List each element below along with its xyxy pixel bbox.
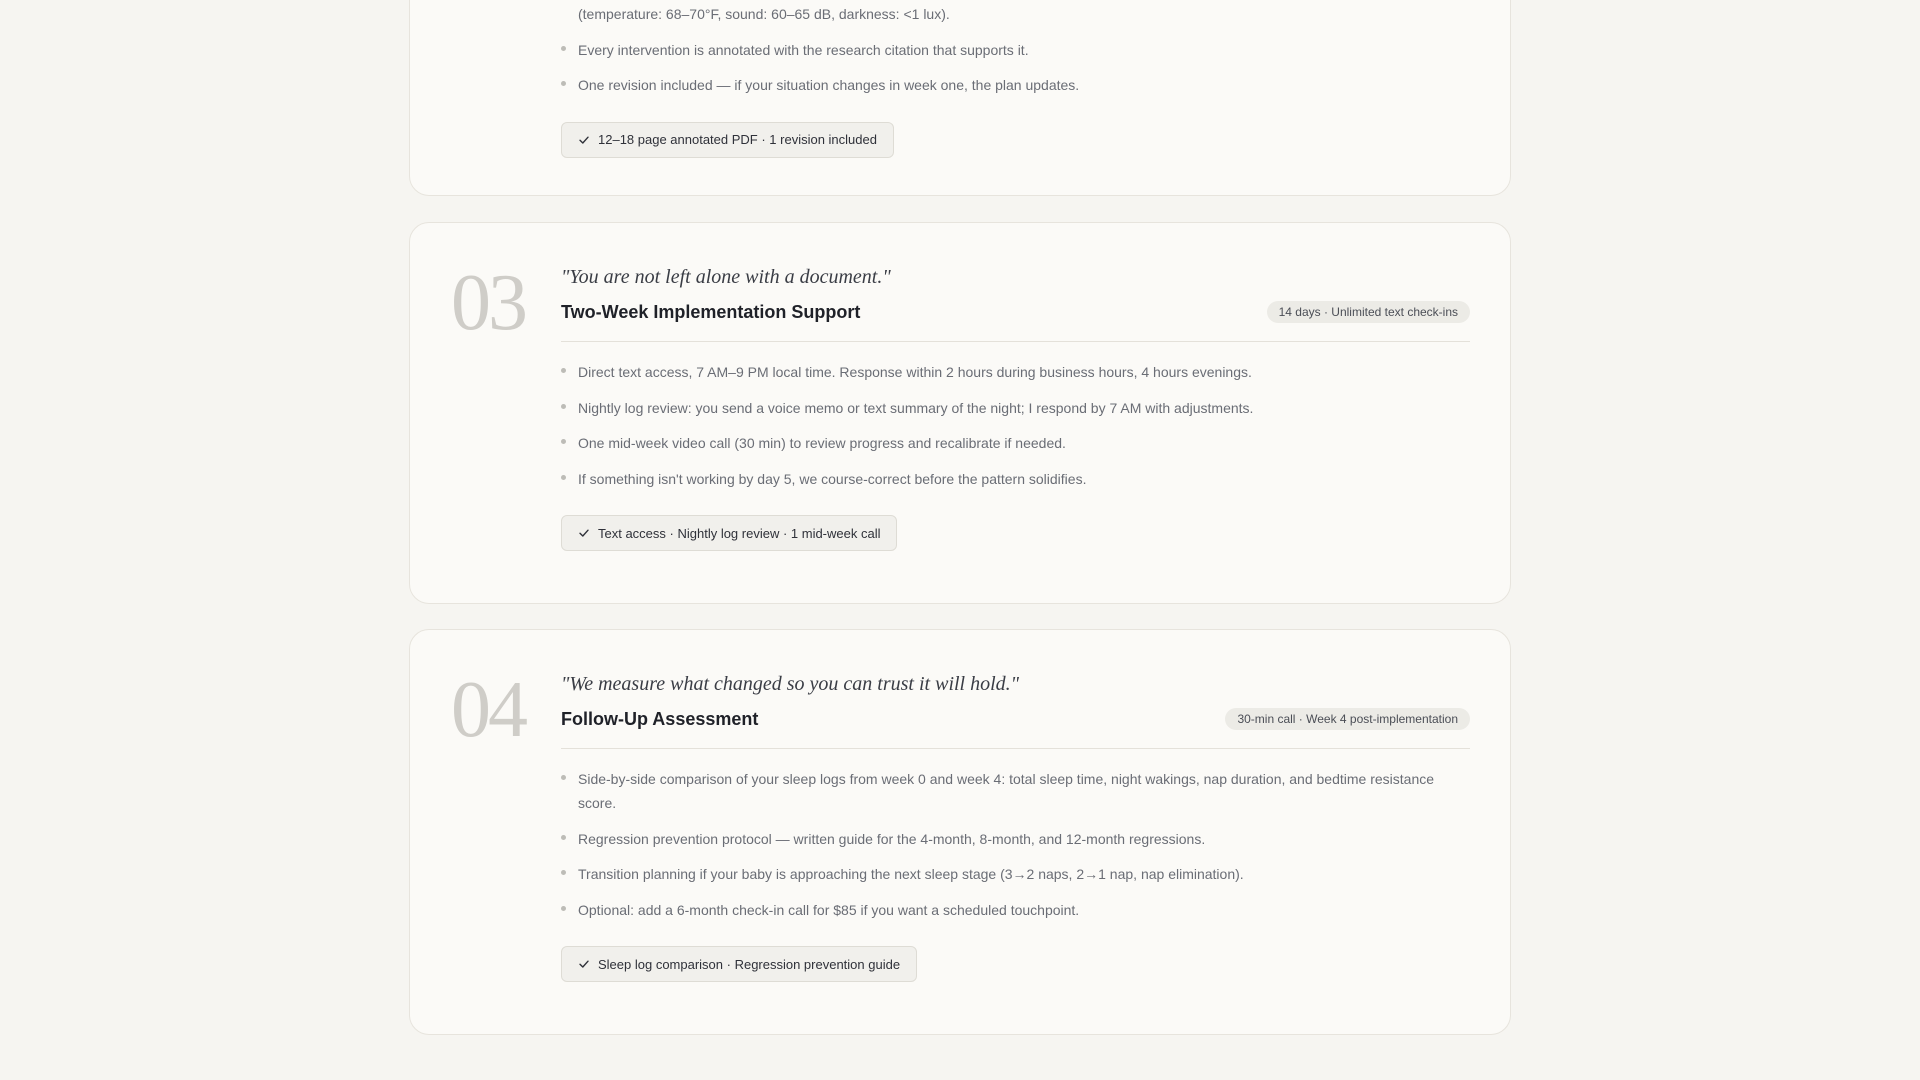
card-quote: "You are not left alone with a document.": [561, 266, 891, 288]
card-content: [561, 263, 1470, 551]
bullet-text: Transition planning if your baby is approaching the next sleep stage (3→2 naps, 2→1 nap, nap elimination).: [578, 866, 1244, 882]
bullet-dot: [561, 475, 566, 480]
list-item: [561, 767, 1470, 815]
step-number: 03: [451, 259, 525, 347]
list-item: [561, 467, 1470, 491]
service-card-02: [409, 0, 1511, 196]
card-content: [561, 1, 1470, 158]
bullet-continuation: (temperature: 68–70°F, sound: 60–65 dB, darkness: <1 lux).: [578, 6, 950, 22]
bullet-dot: [561, 46, 566, 51]
card-content: [561, 670, 1470, 982]
check-icon: [578, 958, 590, 970]
chip-label: 12–18 page annotated PDF · 1 revision included: [598, 132, 877, 147]
list-item: [561, 73, 1470, 97]
list-item: [561, 898, 1470, 922]
duration-badge: 30-min call · Week 4 post-implementation: [1225, 708, 1470, 730]
chip-label: Sleep log comparison · Regression prevention guide: [598, 956, 901, 972]
list-item: [561, 431, 1470, 455]
bullet-dot: [561, 835, 566, 840]
bullet-list: [561, 360, 1470, 491]
bullet-text: Nightly log review: you send a voice memo or text summary of the night; I respond by 7 AM with adjustments.: [578, 399, 1254, 416]
bullet-dot: [561, 775, 566, 780]
card-header: [561, 301, 1470, 342]
bullet-text: One mid-week video call (30 min) to review progress and recalibrate if needed.: [578, 435, 1066, 451]
list-item: [561, 827, 1470, 851]
list-item: [561, 38, 1470, 62]
chip-label: Text access · Nightly log review · 1 mid-week call: [598, 525, 881, 541]
card-header: [561, 708, 1470, 749]
deliverable-chip: [561, 946, 917, 982]
service-card-04: [409, 629, 1511, 1035]
bullet-dot: [561, 404, 566, 409]
bullet-text: Optional: add a 6-month check-in call for $85 if you want a scheduled touchpoint.: [578, 901, 1080, 918]
bullet-dot: [561, 906, 566, 911]
bullet-dot: [561, 870, 566, 875]
deliverable-chip: [561, 515, 897, 551]
service-card-03: [409, 222, 1511, 604]
bullet-list: [561, 38, 1470, 98]
bullet-text: Every intervention is annotated with the research citation that supports it.: [578, 41, 1029, 58]
bullet-dot: [561, 368, 566, 373]
card-title: Follow-Up Assessment: [561, 708, 759, 729]
bullet-dot: [561, 439, 566, 444]
card-quote: "We measure what changed so you can trust it will hold.": [561, 673, 1020, 695]
deliverable-chip: [561, 122, 894, 158]
bullet-text: One revision included — if your situation changes in week one, the plan updates.: [578, 77, 1080, 93]
step-number: 04: [451, 666, 525, 754]
duration-badge: 14 days · Unlimited text check-ins: [1267, 301, 1470, 323]
bullet-dot: [561, 81, 566, 86]
bullet-text: Side-by-side comparison of your sleep logs from week 0 and week 4: total sleep time, night wakings, nap duration, and bedtime resistance score.: [578, 771, 1435, 811]
card-title: Two-Week Implementation Support: [561, 301, 861, 322]
bullet-list: [561, 767, 1470, 922]
bullet-text: If something isn't working by day 5, we course-correct before the pattern solidifies.: [578, 470, 1087, 487]
list-item: [561, 862, 1470, 886]
list-item: [561, 360, 1470, 384]
bullet-text: Regression prevention protocol — written guide for the 4-month, 8-month, and 12-month regressions.: [578, 830, 1206, 847]
bullet-text: Direct text access, 7 AM–9 PM local time. Response within 2 hours during business hours, 4 hours evenings.: [578, 364, 1252, 380]
list-item: [561, 396, 1470, 420]
check-icon: [578, 527, 590, 539]
check-icon: [578, 134, 590, 146]
